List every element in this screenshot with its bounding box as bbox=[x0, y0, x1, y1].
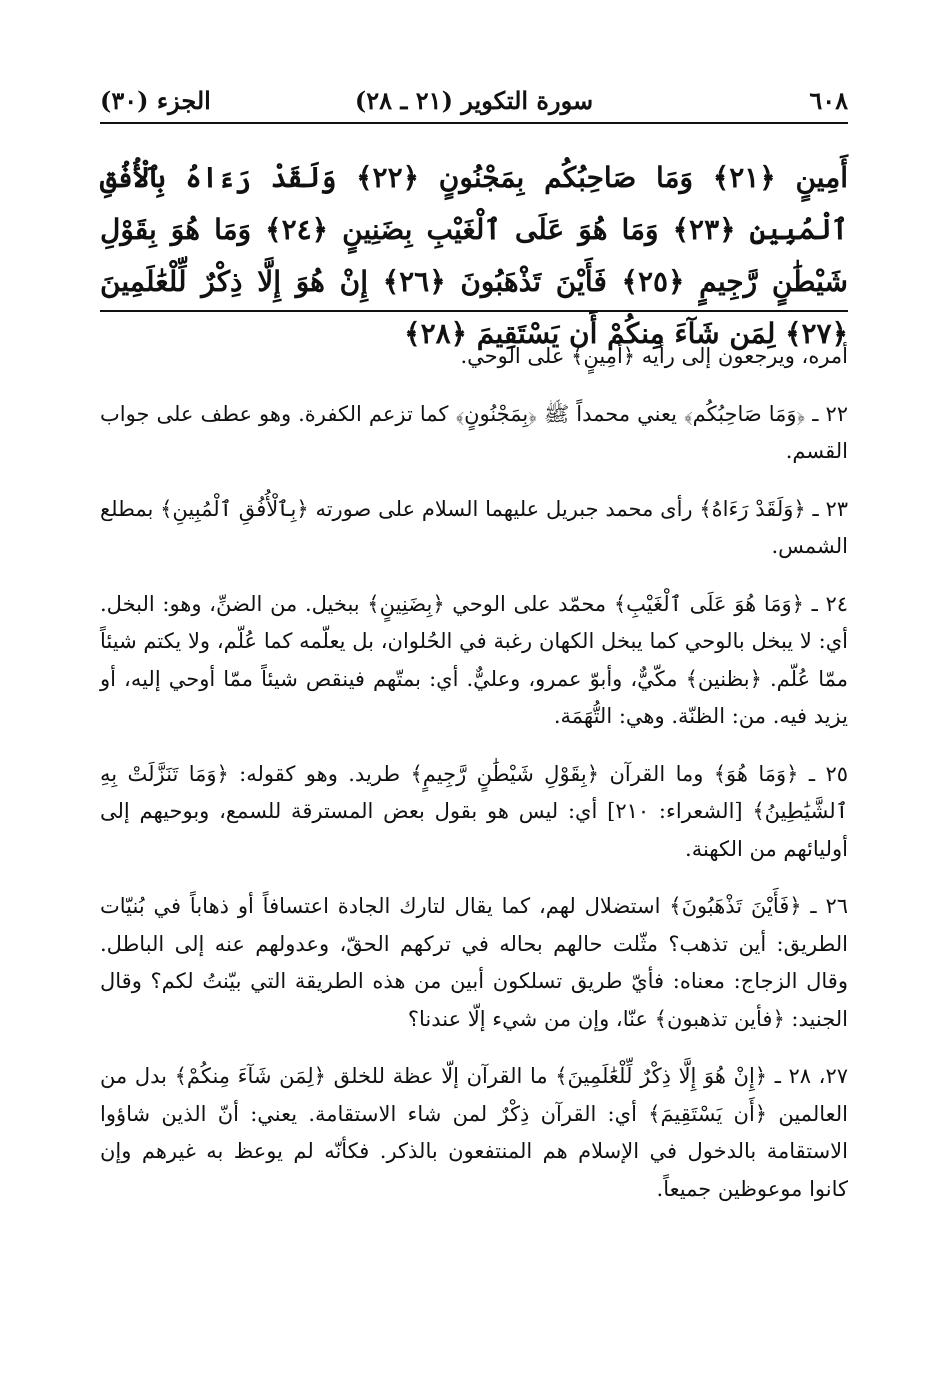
part-label: الجزء (٣٠) bbox=[100, 86, 211, 115]
commentary-body bbox=[100, 338, 848, 1228]
header-rule bbox=[100, 122, 848, 124]
page-number: ٦٠٨ bbox=[809, 86, 848, 115]
commentary-paragraph: ٢٢ ـ ﴿وَمَا صَاحِبُكُم﴾ يعني محمداً ﷺ ﴿بِمَجْنُونٍ﴾ كما تزعم الكفرة. وهو عطف على جواب القسم. bbox=[100, 401, 848, 463]
separator-rule bbox=[100, 310, 848, 312]
commentary-paragraph: ٢٣ ـ ﴿وَلَقَدْ رَءَاهُ﴾ رأى محمد جبريل عليهما السلام على صورته ﴿بِٱلْأُفُقِ ٱلْمُبِينِ﴾ بمطلع الشمس. bbox=[100, 496, 848, 558]
commentary-paragraph: ٢٧، ٢٨ ـ ﴿إِنْ هُوَ إِلَّا ذِكْرٌ لِّلْعَٰلَمِينَ﴾ ما القرآن إلّا عظة للخلق ﴿لِمَن شَآءَ مِنكُمْ﴾ بدل من العالمين ﴿أَن يَسْتَقِيمَ﴾ أي: القرآن ذِكْرٌ لمن شاء الاستقامة. يعني: أنّ الذين شاؤوا الاستقامة بالدخول في الإسلام هم المنتفعون بالذكر. فكأنّه لم يوعظ به غيرهم وإن كانوا موعوظين جميعاً. bbox=[100, 1064, 849, 1201]
commentary-paragraph: ٢٦ ـ ﴿فَأَيْنَ تَذْهَبُونَ﴾ استضلال لهم، كما يقال لتارك الجادة اعتسافاً أو ذهاباً في بُنيّات الطريق: أين تذهب؟ مثّلت حالهم بحاله في تركهم الحقّ، وعدولهم عنه إلى الباطل. وقال الزجاج: معناه: فأيّ طريق تسلكون أبين من هذه الطريقة التي بيّنتُ لكم؟ وقال الجنيد: ﴿فأين تذهبون﴾ عنّا، وإن من شيء إلّا عندنا؟ bbox=[100, 894, 848, 1031]
commentary-paragraph: أمره، ويرجعون إلى رأيه ﴿أَمِينٍ﴾ على الوحي. bbox=[460, 344, 848, 368]
surah-title: سورة التكوير (٢١ ـ ٢٨) bbox=[354, 86, 594, 115]
page-header bbox=[100, 80, 848, 124]
commentary-paragraph: ٢٤ ـ ﴿وَمَا هُوَ عَلَى ٱلْغَيْبِ﴾ محمّد على الوحي ﴿بِضَنِينٍ﴾ ببخيل. من الضنِّ، وهو: البخل. أي: لا يبخل بالوحي كما يبخل الكهان رغبة في الحُلوان، بل يعلّمه كما عُلّم، ولا يكتم شيئاً ممّا عُلّم. ﴿بظنين﴾ مكّيٌّ، وأبوّ عمرو، وعليٌّ. أي: بمتّهم فينقص شيئاً ممّا أوحي إليه، أو يزيد فيه. من: الظنّة. وهي: التُّهَمَة. bbox=[100, 591, 848, 728]
commentary-paragraph: ٢٥ ـ ﴿وَمَا هُوَ﴾ وما القرآن ﴿بِقَوْلِ شَيْطَٰنٍ رَّجِيمٍ﴾ طريد. وهو كقوله: ﴿وَمَا تَنَزَّلَتْ بِهِ ٱلشَّيَٰطِينُ﴾ [الشعراء: ٢١٠] أي: ليس هو بقول بعض المسترقة للسمع، وبوحيهم إلى أوليائهم من الكهنة. bbox=[100, 761, 849, 861]
quran-verses: أَمِينٍ ﴿٢١﴾ وَمَا صَاحِبُكُم بِمَجْنُونٍ ﴿٢٢﴾ وَلَقَدْ رَءَاهُ بِٱلْأُفُقِ ٱلْمُبِينِ ﴿٢٣﴾ وَمَا هُوَ عَلَى ٱلْغَيْبِ بِضَنِينٍ ﴿٢٤﴾ وَمَا هُوَ بِقَوْلِ شَيْطَٰنٍ رَّجِيمٍ ﴿٢٥﴾ فَأَيْنَ تَذْهَبُونَ ﴿٢٦﴾ إِنْ هُوَ إِلَّا ذِكْرٌ لِّلْعَٰلَمِينَ ﴿٢٧﴾ لِمَن شَآءَ مِنكُمْ أَن يَسْتَقِيمَ ﴿٢٨﴾ bbox=[100, 161, 849, 350]
